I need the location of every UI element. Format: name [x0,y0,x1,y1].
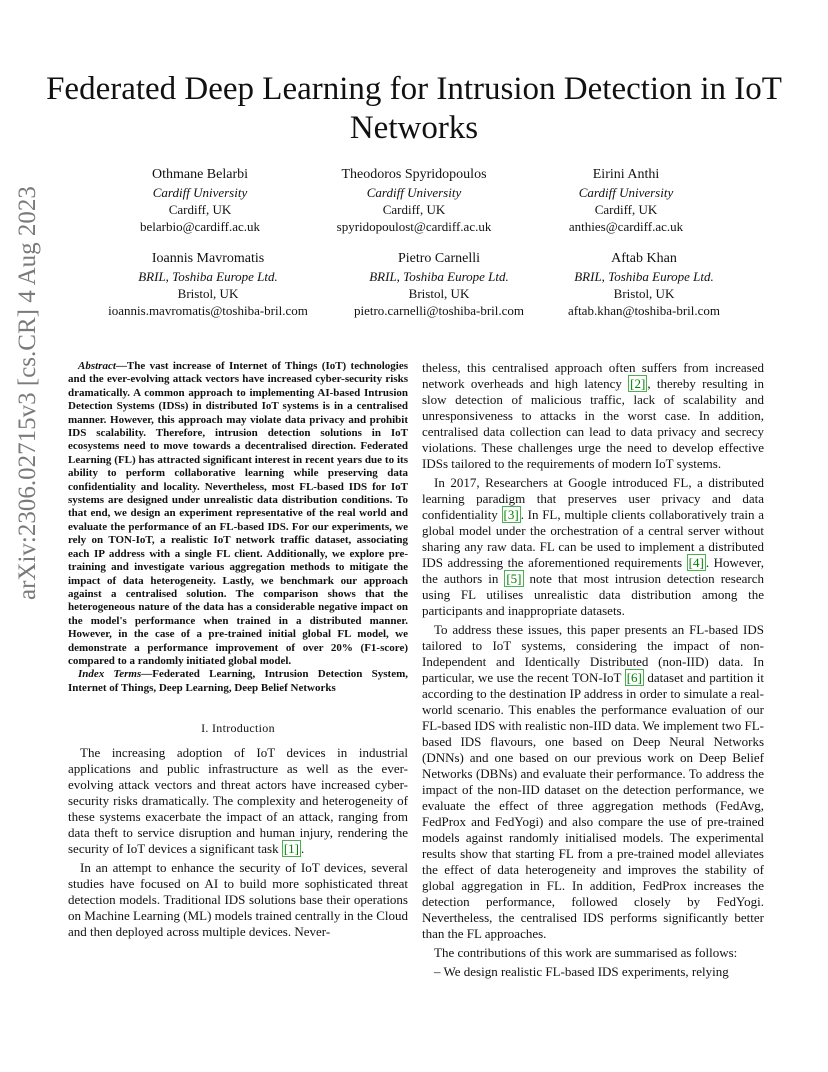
paragraph-text: . [301,841,305,857]
citation-link[interactable]: [3] [503,507,519,522]
index-terms-label: Index Terms [78,668,142,681]
author-affiliation: BRIL, Toshiba Europe Ltd. [369,269,509,284]
paragraph [422,360,764,472]
author-name: Theodoros Spyridopoulos [341,167,487,182]
author-block [524,250,764,319]
author-block [88,250,328,319]
author-location: Cardiff, UK [168,202,232,217]
author-block [80,166,320,235]
author-name: Pietro Carnelli [397,251,481,266]
citation-link[interactable]: [1] [283,841,300,857]
paragraph-text: theless, this centralised approach often suffers from increased network overheads and high latency [422,360,764,391]
index-terms [68,668,408,695]
citation-link[interactable]: [4] [688,555,704,570]
author-email[interactable]: ioannis.mavromatis@toshiba-bril.com [108,303,308,318]
citation-link[interactable]: [6] [626,670,642,685]
paragraph-text: In an attempt to enhance the security of IoT devices, several studies have focused on AI to build more sophisticated threat detection models. Traditional IDS solutions base their operations on Machine Learning (ML) models trained centrally in the Cloud and then deployed across multiple devices. Never- [68,860,408,940]
paper-title: Federated Deep Learning for Intrusion Detection in IoT Networks [46,71,782,146]
paragraph [422,475,764,619]
paragraph-text: . However, the authors in [422,555,764,586]
abstract [68,360,408,668]
author-affiliation: BRIL, Toshiba Europe Ltd. [138,269,278,284]
paragraph-text: note that most intrusion detection research using FL utilises unrealistic data distribution among the participants and inappropriate datasets. [422,571,764,618]
abstract-text: —The vast increase of Internet of Things (IoT) technologies and the ever-evolving attack vectors have increased cyber-security risks dramatically. A common approach to implementing AI-based Intrusion Detection Systems (IDSs) in distributed IoT systems is in a centralised manner. However, this approach may violate data privacy and prohibit IDS scalability. Therefore, intrusion detection solutions in IoT ecosystems need to move towards a decentralised direction. Federated Learning (FL) has attracted significant interest in recent years due to its ability to perform collaborative learning while preserving data confidentiality and locality. Nevertheless, most FL-based IDS for IoT systems are designed under unrealistic data distribution conditions. To that end, we design an experiment representative of the real world and evaluate the performance of an FL-based IDS. For our experiments, we rely on TON-IoT, a realistic IoT network traffic dataset, associating each IP address with a single FL client. Additionally, we explore pre-training and investigate various aggregation methods to mitigate the impact of data heterogeneity. Lastly, we benchmark our approach against a centralised solution. The comparison shows that the heterogeneous nature of the data has a considerable negative impact on the model's performance when trained in a distributed manner. However, in the case of a pre-trained initial global FL model, we demonstrate a performance improvement of over 20% (F1-score) compared to a randomly initiated global model. [68,360,408,667]
abstract-label: Abstract [78,360,116,372]
right-column [422,360,764,980]
author-location: Cardiff, UK [382,202,446,217]
author-block [506,166,746,235]
paragraph [68,745,408,857]
list-item: – We design realistic FL-based IDS experiments, relying [434,964,729,979]
paragraph: The contributions of this work are summarised as follows: [434,945,738,960]
author-email[interactable]: spyridopoulost@cardiff.ac.uk [336,219,492,234]
author-affiliation: Cardiff University [366,185,462,200]
author-name: Ioannis Mavromatis [151,251,265,266]
author-name: Othmane Belarbi [151,167,249,182]
left-column [68,360,408,943]
author-location: Cardiff, UK [594,202,658,217]
paragraph-text: To address these issues, this paper presents an FL-based IDS tailored to IoT systems, considering the impact of non-Independent and Identically Distributed (non-IID) data. In particular, we use the recent TON-IoT [422,622,764,685]
paragraph-text: dataset and partition it according to the destination IP address in order to simulate a real-world scenario. This enables the performance evaluation of our FL-based IDS with realistic non-IID data. We implement two FL-based IDS flavours, one based on Deep Neural Networks (DNNs) and one based on our previous work on Deep Belief Networks (DBNs) and evaluate their performance. To address the impact of the non-IID dataset on the detection performance, we evaluate the effect of three aggregation methods (FedAvg, FedProx and FedYogi) and also compare the use of pre-trained models against randomly initialised models. The experimental results show that starting FL from a pre-trained model alleviates the effect of data heterogeneity and improves the stability of global aggregation in FL. In addition, FedProx increases the detection performance, followed closely by FedYogi. Nevertheless, the centralised IDS performs significantly better than the FL approaches. [422,670,764,941]
author-block [319,250,559,319]
author-affiliation: BRIL, Toshiba Europe Ltd. [574,269,714,284]
author-name: Aftab Khan [611,251,677,266]
paragraph [422,622,764,942]
citation-link[interactable]: [2] [630,376,646,391]
citation-link[interactable]: [5] [506,571,522,586]
paragraph-text: The increasing adoption of IoT devices in industrial applications and public infrastructure as well as the ever-evolving attack vectors and threat actors have increased cyber-security risks dramatically. The complexity and heterogeneity of these systems exacerbate the impact of an attack, ranging from data theft to service disruption and human injury, rendering the security of IoT devices a significant task [68,745,408,857]
author-name: Eirini Anthi [592,167,660,182]
paragraph-text: . In FL, multiple clients collaboratively train a global model under the orchestration of a central server without sharing any raw data. FL can be used to implement a distributed IDS addressing the aforementioned requirements [422,507,765,570]
paragraph-text: In 2017, Researchers at Google introduced FL, a distributed learning paradigm that preserves user privacy and data confidentiality [422,475,764,522]
author-location: Bristol, UK [177,286,239,301]
author-block [294,166,534,235]
author-email[interactable]: pietro.carnelli@toshiba-bril.com [353,303,525,318]
index-terms-text: —Federated Learning, Intrusion Detection System, Internet of Things, Deep Learning, Deep Belief Networks [68,668,408,694]
author-affiliation: Cardiff University [578,185,674,200]
author-email[interactable]: belarbio@cardiff.ac.uk [139,219,260,234]
arxiv-stamp: arXiv:2306.02715v3 [cs.CR] 4 Aug 2023 [14,186,41,600]
section-heading: I. Introduction [201,721,275,736]
author-location: Bristol, UK [613,286,675,301]
author-location: Bristol, UK [408,286,470,301]
paragraph-text: , thereby resulting in slow detection of malicious traffic, lack of scalability and unresponsiveness to attacks in the worst case. In addition, centralised data collection can lead to data privacy and secrecy violations. These challenges urge the need to develop effective IDSs tailored to the requirements of modern IoT systems. [422,376,764,471]
author-affiliation: Cardiff University [152,185,248,200]
author-email[interactable]: anthies@cardiff.ac.uk [568,219,684,234]
paragraph [68,860,408,940]
author-email[interactable]: aftab.khan@toshiba-bril.com [567,303,721,318]
